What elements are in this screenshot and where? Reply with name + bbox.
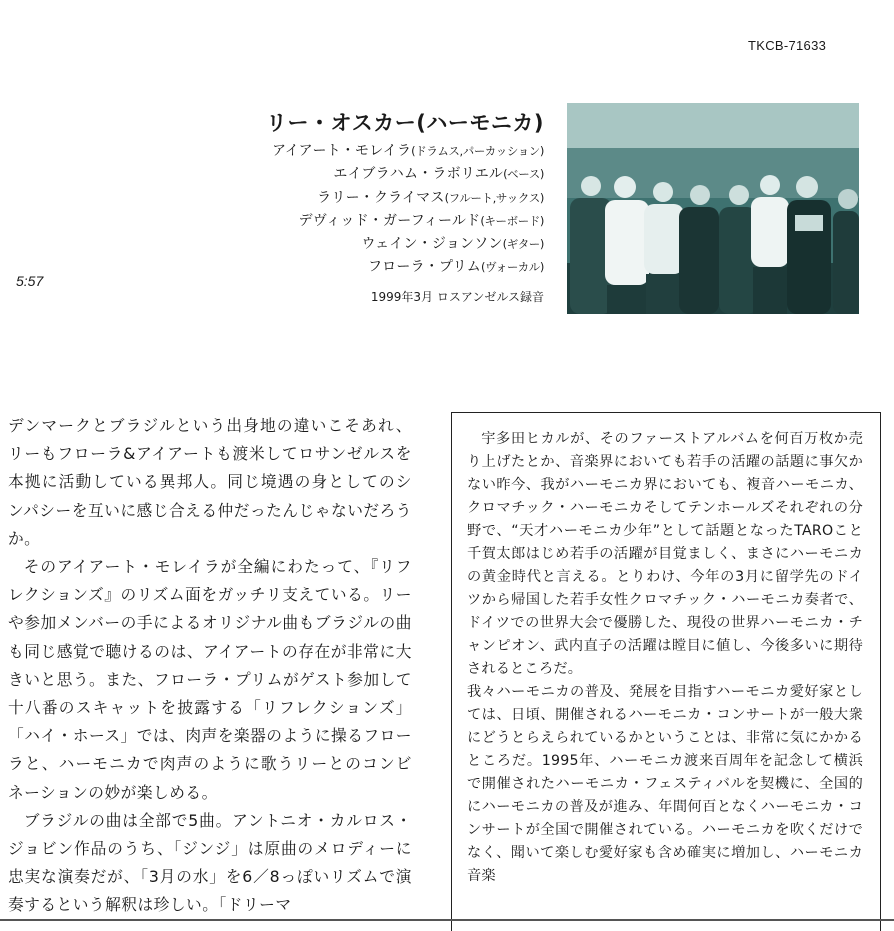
member-role: (ヴォーカル) — [481, 260, 544, 275]
member-name: アイアート・モレイラ — [271, 143, 412, 159]
member-name: ウェイン・ジョンソン — [361, 236, 503, 253]
sidebar-column-text — [467, 428, 863, 888]
column-paragraph: 我々ハーモニカの普及、発展を目指すハーモニカ愛好家としては、日頃、開催されるハーモニカ・コンサートが一般大衆にどうとらえられているかということは、非常に気にかかるところだ。1995年、ハーモニカ渡来百周年を記念して横浜で開催されたハーモニカ・フェスティバルを契機に、全国的にハーモニカの普及が進み、年間何百となくハーモニカ・コンサートが全国で開催されている。ハーモニカを吹くだけでなく、聞いて楽しむ愛好家も含め確実に増加し、ハーモニカ音楽 — [467, 684, 863, 884]
member-credit — [266, 163, 544, 186]
member-role: (キーボード) — [480, 213, 544, 228]
member-name: エイブラハム・ラボリエル — [333, 166, 504, 183]
article-paragraph: デンマークとブラジルという出身地の違いこそあれ、リーもフローラ&アイアートも渡米してロサンゼルスを本拠に活動している異邦人。同じ境遇の身としてのシンパシーを互いに感じ合える仲だったんじゃないだろうか。 — [8, 416, 412, 548]
member-role: (ベース) — [503, 167, 544, 182]
member-name: デヴィッド・ガーフィールド — [298, 212, 481, 229]
member-credit — [266, 233, 544, 256]
main-article — [8, 412, 412, 931]
leader-credit: リー・オスカー(ハーモニカ) — [266, 111, 544, 135]
catalog-number: TKCB-71633 — [748, 38, 827, 53]
member-role: (ギター) — [502, 237, 544, 252]
member-credit — [266, 210, 544, 233]
member-credit — [266, 140, 544, 163]
article-paragraph: そのアイアート・モレイラが全編にわたって、『リフレクションズ』のリズム面をガッチリ支えている。リーや参加メンバーの手によるオリジナル曲もブラジルの曲も同じ感覚で聴けるのは、アイアートの存在が非常に大きいと思う。また、フローラ・プリムがゲスト参加して十八番のスキャットを披露する「リフレクションズ」「ハイ・ホース」では、肉声を楽器のように操るフローラと、ハーモニカで肉声のように歌うリーとのコンビネーションの妙が楽しめる。 — [8, 557, 412, 802]
member-name: フローラ・プリム — [367, 259, 482, 276]
sidebar-column-box — [451, 412, 881, 931]
member-role: (フルート,サックス) — [444, 190, 544, 205]
recording-info: 1999年3月 ロスアンゼルス録音 — [370, 289, 544, 304]
member-role: (ドラムス,パーカッション) — [411, 144, 544, 158]
track-duration: 5:57 — [16, 273, 44, 289]
photo-ceiling-lights — [567, 103, 859, 148]
bottom-rule — [0, 919, 894, 921]
band-photo — [567, 103, 859, 314]
credits-block — [266, 108, 544, 306]
column-paragraph: 宇多田ヒカルが、そのファーストアルバムを何百万枚か売り上げたとか、音楽界においても若手の活躍の話題に事欠かない昨今、我がハーモニカ界においても、複音ハーモニカ、クロマチック・ハーモニカそしてテンホールズそれぞれの分野で、“天才ハーモニカ少年”として話題となったTAROこと千賀太郎はじめ若手の活躍が目覚ましく、まさにハーモニカの黄金時代と言える。とりわけ、今年の3月に留学先のドイツから帰国した若手女性クロマチック・ハーモニカ奏者で、ドイツでの世界大会で優勝した、現役の世界ハーモニカ・チャンピオン、武内直子の活躍は瞠目に値し、今後多いに期待されるところだ。 — [467, 431, 863, 677]
member-name: ラリー・クライマス — [317, 189, 445, 206]
member-credit — [266, 187, 544, 210]
member-credit — [266, 256, 544, 279]
article-paragraph: ブラジルの曲は全部で5曲。アントニオ・カルロス・ジョビン作品のうち、「ジンジ」は原曲のメロディーに忠実な演奏だが、「3月の水」を6／8っぽいリズムで演奏するという解釈は珍しい。「ドリーマ — [8, 810, 412, 915]
